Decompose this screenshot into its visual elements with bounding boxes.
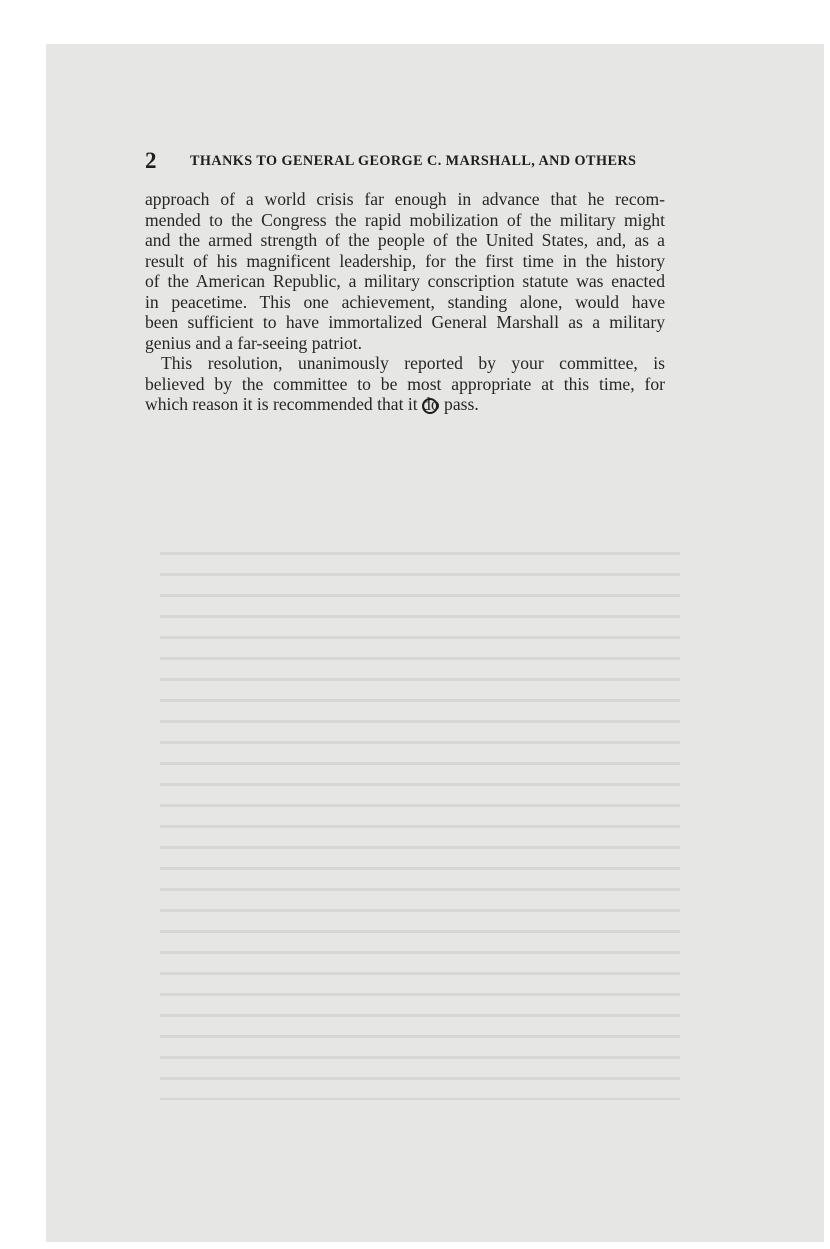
page-header	[145, 148, 670, 174]
bleed-through-shadow	[160, 540, 680, 1100]
text-line: of the American Republic, a military conscription statute was enacted	[145, 271, 665, 291]
report-body	[145, 189, 665, 415]
text-line: believed by the committee to be most appropriate at this time, for	[145, 373, 665, 394]
text-line: mended to the Congress the rapid mobilization of the military might	[145, 209, 665, 230]
text-line: approach of a world crisis far enough in advance that he recom-	[145, 189, 665, 209]
text-line: and the armed strength of the people of the United States, and, as a	[145, 230, 665, 250]
text-line: This resolution, unanimously reported by your committee, is	[161, 353, 665, 373]
end-of-document-circle-icon	[422, 398, 438, 414]
running-head: THANKS TO GENERAL GEORGE C. MARSHALL, AND OTHERS	[190, 153, 637, 169]
text-line: result of his magnificent leadership, for the first time in the history	[145, 250, 665, 271]
page-number: 2	[145, 148, 157, 173]
text-line: which reason it is recommended that it do pass.	[145, 394, 479, 414]
text-line: in peacetime. This one achievement, standing alone, would have	[145, 291, 665, 312]
text-line: genius and a far-seeing patriot.	[145, 332, 363, 353]
text-line: been sufficient to have immortalized General Marshall as a military	[145, 312, 665, 332]
